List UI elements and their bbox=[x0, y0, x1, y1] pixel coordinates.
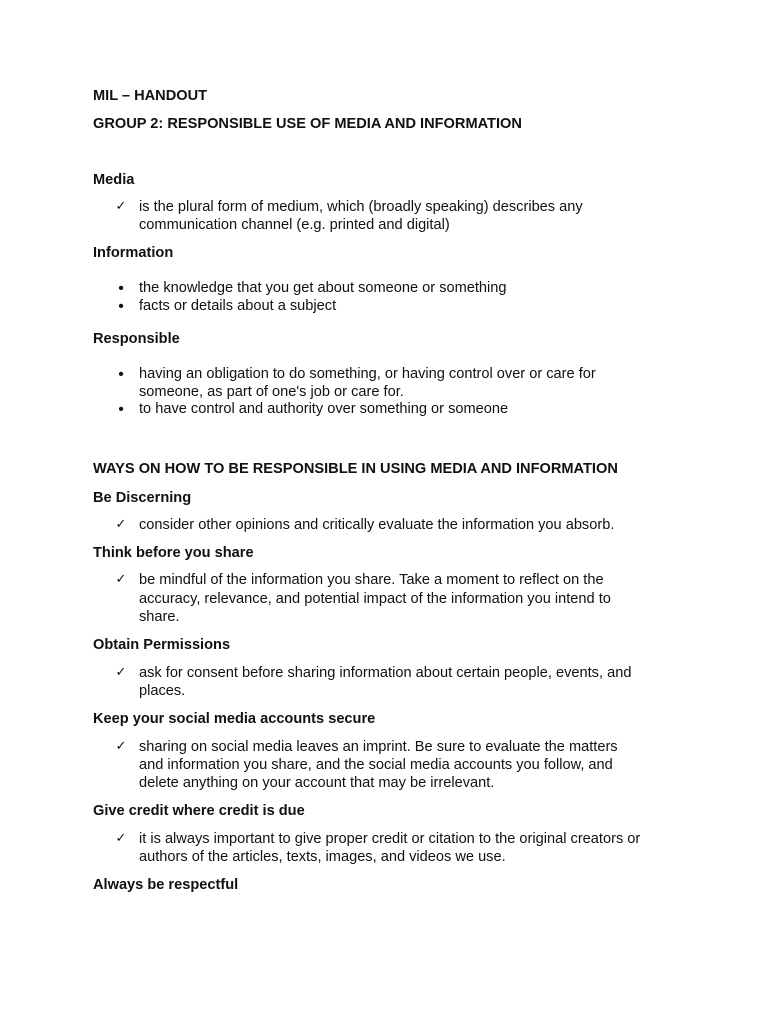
bullet-icon: • bbox=[118, 280, 124, 297]
term-information: Information bbox=[93, 245, 174, 261]
way-text-line: delete anything on your account that may be irrelevant. bbox=[139, 775, 495, 791]
way-title-permissions: Obtain Permissions bbox=[93, 637, 231, 653]
handout-title: MIL – HANDOUT bbox=[93, 88, 208, 104]
responsible-item-line: having an obligation to do something, or having control over or care for bbox=[139, 366, 596, 382]
way-title-discerning: Be Discerning bbox=[93, 490, 192, 506]
way-text-line: sharing on social media leaves an imprint. Be sure to evaluate the matters bbox=[139, 739, 618, 755]
group-title: GROUP 2: RESPONSIBLE USE OF MEDIA AND INFORMATION bbox=[93, 116, 522, 132]
way-text-line: and information you share, and the social media accounts you follow, and bbox=[139, 757, 613, 773]
information-item: facts or details about a subject bbox=[139, 298, 337, 314]
way-title-respectful: Always be respectful bbox=[93, 877, 239, 893]
way-text-line: be mindful of the information you share. Take a moment to reflect on the bbox=[139, 572, 604, 588]
checkmark-icon: ✓ bbox=[115, 831, 127, 846]
term-media: Media bbox=[93, 172, 135, 188]
way-text-line: authors of the articles, texts, images, and videos we use. bbox=[139, 849, 506, 865]
bullet-icon: • bbox=[118, 401, 124, 418]
checkmark-icon: ✓ bbox=[115, 199, 127, 214]
checkmark-icon: ✓ bbox=[115, 572, 127, 587]
responsible-item: to have control and authority over something or someone bbox=[139, 401, 509, 417]
way-text-line: ask for consent before sharing information about certain people, events, and bbox=[139, 665, 632, 681]
way-title-credit: Give credit where credit is due bbox=[93, 803, 305, 819]
way-title-think: Think before you share bbox=[93, 545, 254, 561]
way-title-secure: Keep your social media accounts secure bbox=[93, 711, 376, 727]
responsible-item-line: someone, as part of one's job or care for. bbox=[139, 384, 404, 400]
checkmark-icon: ✓ bbox=[115, 739, 127, 754]
media-definition-line: communication channel (e.g. printed and digital) bbox=[139, 217, 450, 233]
way-text-line: it is always important to give proper credit or citation to the original creators or bbox=[139, 831, 641, 847]
media-definition-line: is the plural form of medium, which (broadly speaking) describes any bbox=[139, 199, 583, 215]
way-text-line: accuracy, relevance, and potential impact of the information you intend to bbox=[139, 591, 611, 607]
term-responsible: Responsible bbox=[93, 331, 180, 347]
checkmark-icon: ✓ bbox=[115, 517, 127, 532]
way-text-line: places. bbox=[139, 683, 186, 699]
way-text-line: consider other opinions and critically evaluate the information you absorb. bbox=[139, 517, 615, 533]
ways-heading: WAYS ON HOW TO BE RESPONSIBLE IN USING MEDIA AND INFORMATION bbox=[93, 461, 618, 477]
bullet-icon: • bbox=[118, 298, 124, 315]
information-item: the knowledge that you get about someone or something bbox=[139, 280, 507, 296]
checkmark-icon: ✓ bbox=[115, 665, 127, 680]
way-text-line: share. bbox=[139, 609, 180, 625]
bullet-icon: • bbox=[118, 366, 124, 383]
